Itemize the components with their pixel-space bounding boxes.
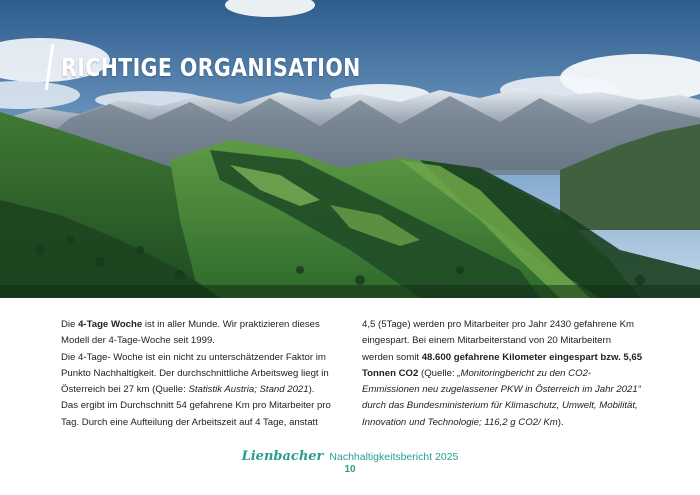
paragraph-savings — [362, 317, 644, 431]
emphasis-savings: 48.600 gefahrene Kilometer eingespart bzw. 5,65 Tonnen CO2 — [362, 351, 643, 379]
paragraph-calculation: Das ergibt im Durchschnitt 54 gefahrene Km pro Mitarbeiter pro Tag. Durch eine Aufteilung der Arbeitszeit auf 4 Tage, anstatt — [61, 400, 331, 428]
paragraph-commute — [61, 350, 338, 399]
text-run: Die 4-Tage- Woche ist ein nicht zu unterschätzender Faktor im Punkto Nachhaltigkeit. Der durchschnittliche Arbeitsweg liegt in Österreich bei 27 km (Quelle: — [61, 351, 329, 396]
text-run: (Quelle: — [418, 367, 458, 379]
text-run: ist in aller Munde. Wir praktizieren dieses Modell der 4-Tage-Woche seit 1999. — [61, 319, 320, 347]
report-title: Nachhaltigkeitsbericht 2025 — [329, 451, 459, 463]
footer — [0, 447, 700, 465]
brand-logo-text: Lienbacher — [241, 449, 324, 464]
text-run: ). — [557, 416, 564, 428]
page-title: RICHTIGE ORGANISATION — [61, 52, 361, 82]
text-run: 4,5 (5Tage) werden pro Mitarbeiter pro Jahr 2430 gefahrene Km eingespart. Bei einem Mitarbeiterstand von 20 Mitarbeitern werden somit — [362, 319, 634, 363]
hero-title-block — [48, 44, 427, 90]
page-number: 10 — [344, 464, 356, 475]
text-column-right — [362, 317, 644, 431]
source-citation: Statistik Austria; Stand 2021 — [188, 384, 309, 396]
paragraph-intro — [61, 317, 338, 350]
source-citation: „Monitoringbericht zu den CO2-Emmissionen neu zugelassener PKW in Österreich im Jahr 2021“ durch das Bundesministerium für Klimaschutz, Umwelt, Mobilität, Innovation und Technologie; 116,2 g CO2/ Km — [362, 367, 641, 428]
emphasis-4-tage-woche: 4-Tage Woche — [78, 319, 143, 330]
text-run: Die — [61, 319, 79, 330]
text-run: ). — [308, 384, 315, 396]
text-column-left — [61, 317, 338, 431]
